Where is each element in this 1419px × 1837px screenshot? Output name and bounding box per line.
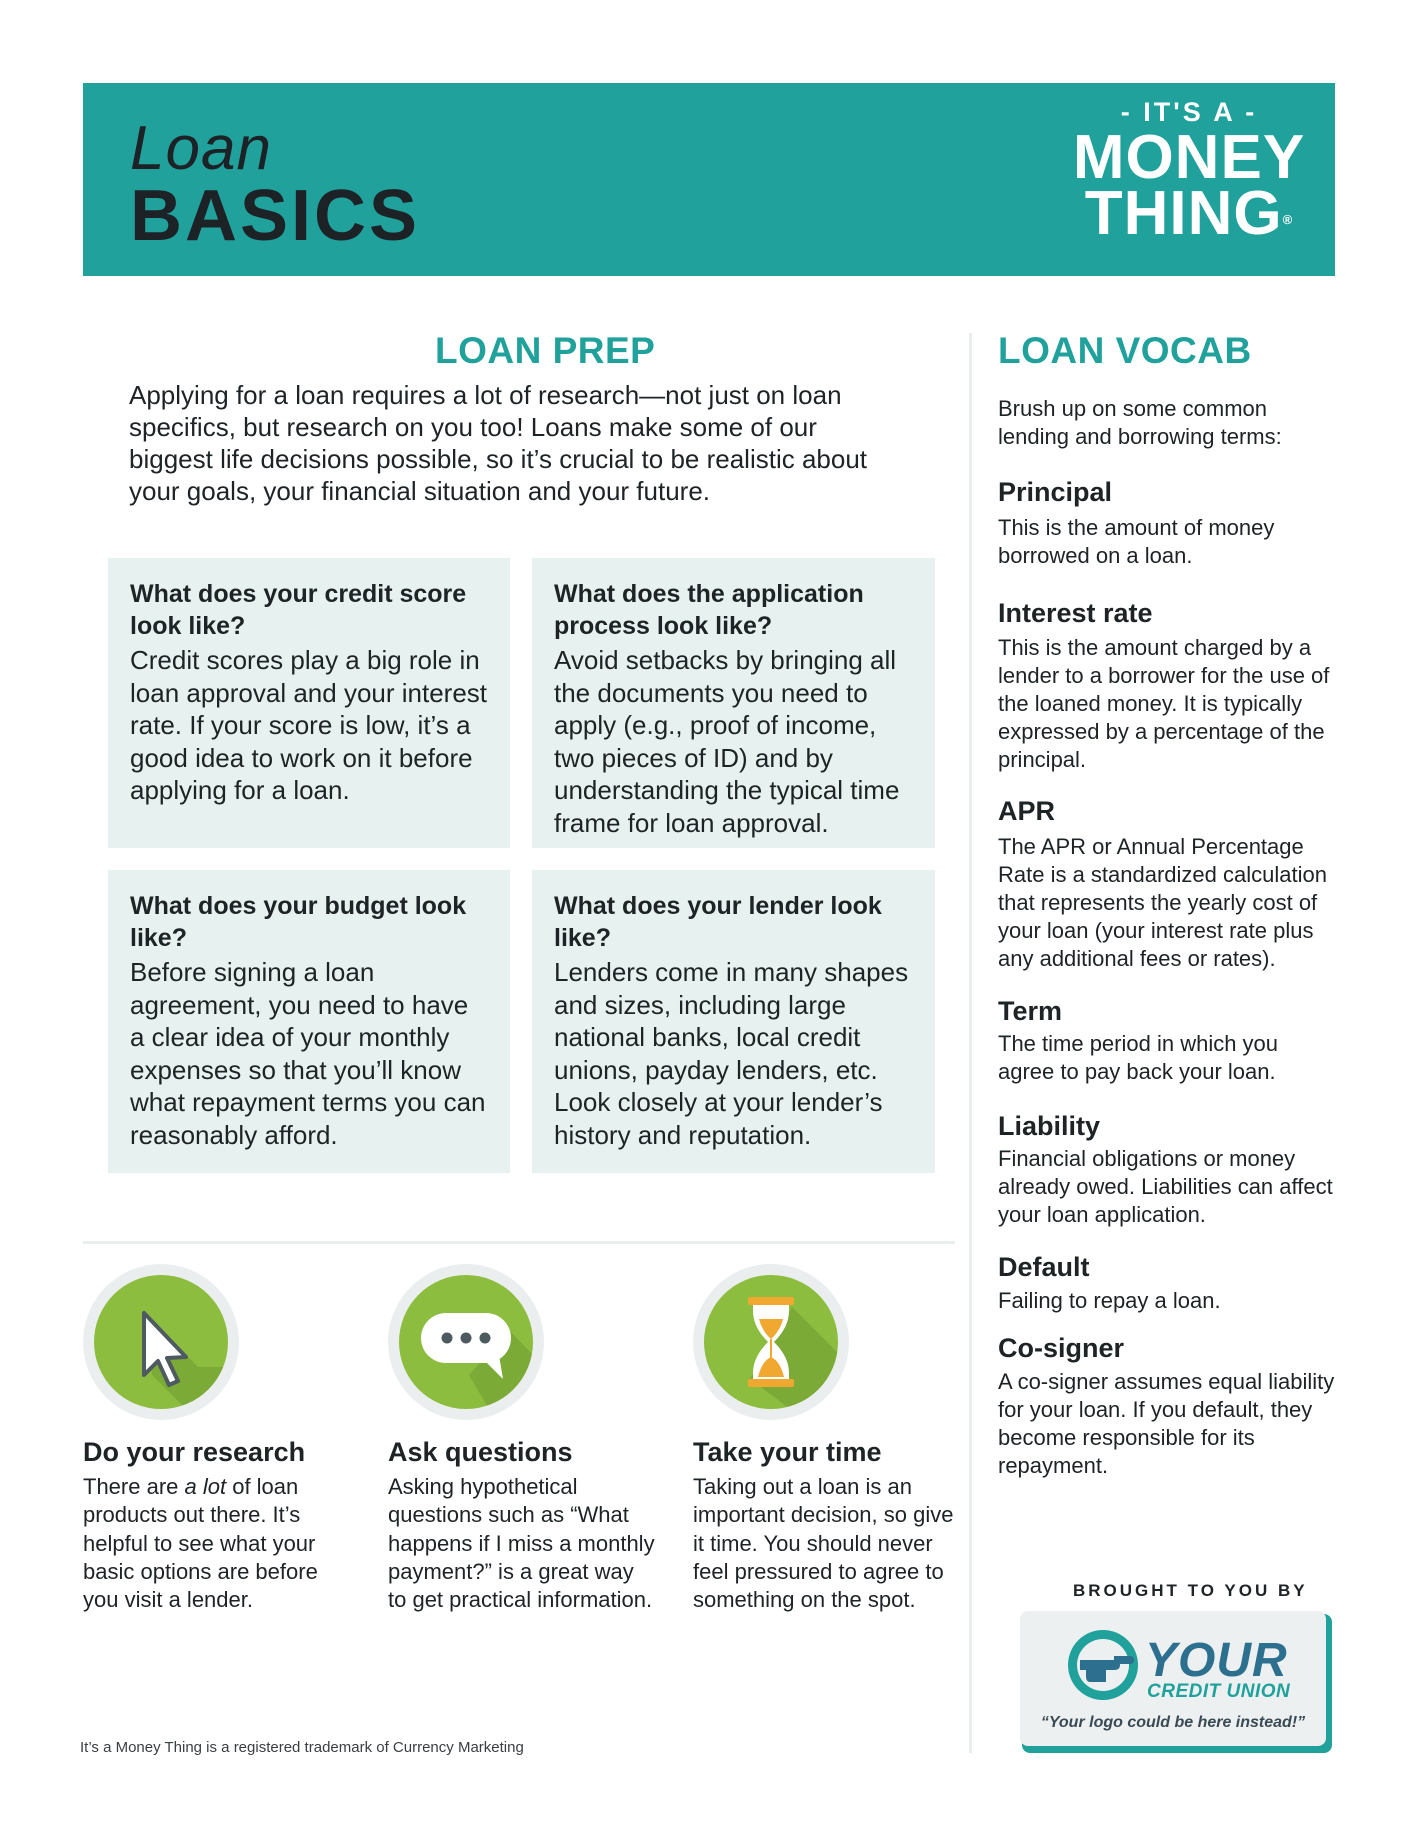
sponsor-logo-card [1020,1611,1326,1746]
card-lender [532,870,935,1173]
vocab-term-apr: APR [998,796,1056,826]
sponsor-label: BROUGHT TO YOU BY [1073,1581,1308,1600]
tip-title-questions: Ask questions [388,1437,573,1467]
research-icon-badge [83,1264,239,1420]
sponsor-tagline: “Your logo could be here instead!” [1040,1714,1306,1731]
loan-vocab-title: LOAN VOCAB [998,330,1252,371]
registered-mark: ® [1282,212,1294,227]
vocab-term-principal: Principal [998,477,1113,507]
vocab-term-default: Default [998,1252,1090,1282]
brand-thing: THING [1084,179,1283,248]
cursor-icon [94,1275,228,1409]
card-question: What does your budget look like? [130,892,467,952]
vocab-term-liability: Liability [998,1111,1101,1141]
tip-title-research: Do your research [83,1437,306,1467]
card-question: What does your credit score look like? [130,580,467,640]
tip-text-questions: Asking hypothetical questions such as “What happens if I miss a monthly payment?” is a great way to get practical information. [388,1474,655,1613]
card-answer: Avoid setbacks by bringing all the documents you need to apply (e.g., proof of income, two pieces of ID) and by understanding the typical time frame for loan approval. [554,645,900,838]
horizontal-divider [83,1241,955,1244]
card-answer: Lenders come in many shapes and sizes, including large national banks, local credit unions, payday lenders, etc. Look closely at your lender’s history and reputation. [554,957,909,1150]
vocab-term-interest-rate: Interest rate [998,598,1153,628]
loan-vocab-intro: Brush up on some common lending and borrowing terms: [998,396,1282,449]
hourglass-icon [704,1275,838,1409]
vocab-term-term: Term [998,996,1063,1026]
questions-icon-badge [388,1264,544,1420]
card-question: What does your lender look like? [554,892,882,952]
pointing-hand-icon [1068,1630,1138,1700]
title-basics: BASICS [130,176,421,256]
brand-thing-wrap [1069,179,1309,248]
loan-prep-intro: Applying for a loan requires a lot of research—not just on loan specifics, but research on you too! Loans make some of our biggest life decisions possible, so it’s crucial to be realistic about your goals, your financial situation and your future. [129,380,868,506]
card-question: What does the application process look like? [554,580,864,640]
credit-union-subtitle: CREDIT UNION [1147,1681,1291,1702]
credit-union-name: YOUR [1145,1634,1288,1687]
vocab-def-co-signer: A co-signer assumes equal liability for your loan. If you default, they become responsible for its repayment. [998,1369,1335,1478]
trademark-footnote: It’s a Money Thing is a registered trademark of Currency Marketing [80,1739,524,1756]
credit-union-logo-mark [1068,1630,1138,1700]
tip-title-time: Take your time [693,1437,882,1467]
card-answer: Credit scores play a big role in loan approval and your interest rate. If your score is low, it’s a good idea to work on it before applying for a loan. [130,645,488,805]
card-credit-score [108,558,510,848]
chat-bubble-icon [399,1275,533,1409]
vocab-def-interest-rate: This is the amount charged by a lender to a borrower for the use of the loaned money. It is typically expressed by a percentage of the principal. [998,635,1330,772]
vocab-def-default: Failing to repay a loan. [998,1288,1221,1313]
title-loan: Loan [130,114,272,183]
header-banner [83,83,1335,276]
time-icon-badge [693,1264,849,1420]
brand-logo [1069,97,1309,248]
vocab-def-apr: The APR or Annual Percentage Rate is a standardized calculation that represents the yearly cost of your loan (your interest rate plus any additional fees or rates). [998,834,1327,971]
vocab-def-liability: Financial obligations or money already owed. Liabilities can affect your loan application. [998,1146,1333,1227]
tip-text-research: There are a lot of loan products out there. It’s helpful to see what your basic options are before you visit a lender. [83,1474,318,1613]
brand-its: - IT'S A - [1120,97,1258,127]
vocab-def-term: The time period in which you agree to pay back your loan. [998,1031,1279,1084]
vocab-def-principal: This is the amount of money borrowed on a loan. [998,515,1275,568]
card-answer: Before signing a loan agreement, you need to have a clear idea of your monthly expenses so that you’ll know what repayment terms you can reasonably afford. [130,957,486,1150]
vocab-term-co-signer: Co-signer [998,1333,1125,1363]
card-budget [108,870,510,1173]
vertical-divider [969,333,972,1753]
card-application-process [532,558,935,848]
loan-prep-title: LOAN PREP [435,330,656,371]
brand-money: MONEY [1072,123,1306,192]
tip-text-time: Taking out a loan is an important decision, so give it time. You should never feel pressured to agree to something on the spot. [693,1474,954,1613]
